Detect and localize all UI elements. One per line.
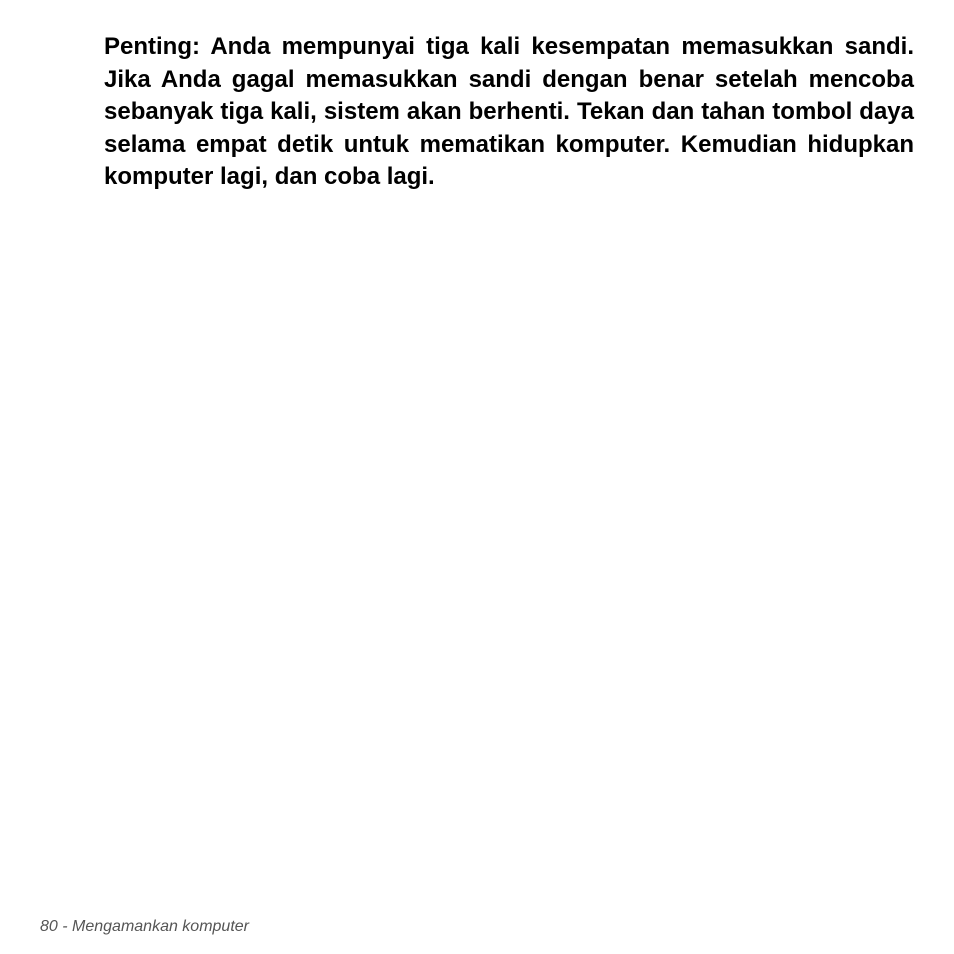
important-note-paragraph: Penting: Anda mempunyai tiga kali kesempatan memasukkan sandi. Jika Anda gagal memasukkan sandi dengan benar setelah mencoba sebanyak tiga kali, sistem akan berhenti. Tekan dan tahan tombol daya selama empat detik untuk mematikan komputer. Kemudian hidupkan komputer lagi, dan coba lagi. xyxy=(104,33,914,190)
page-footer: 80 - Mengamankan komputer xyxy=(40,918,249,935)
